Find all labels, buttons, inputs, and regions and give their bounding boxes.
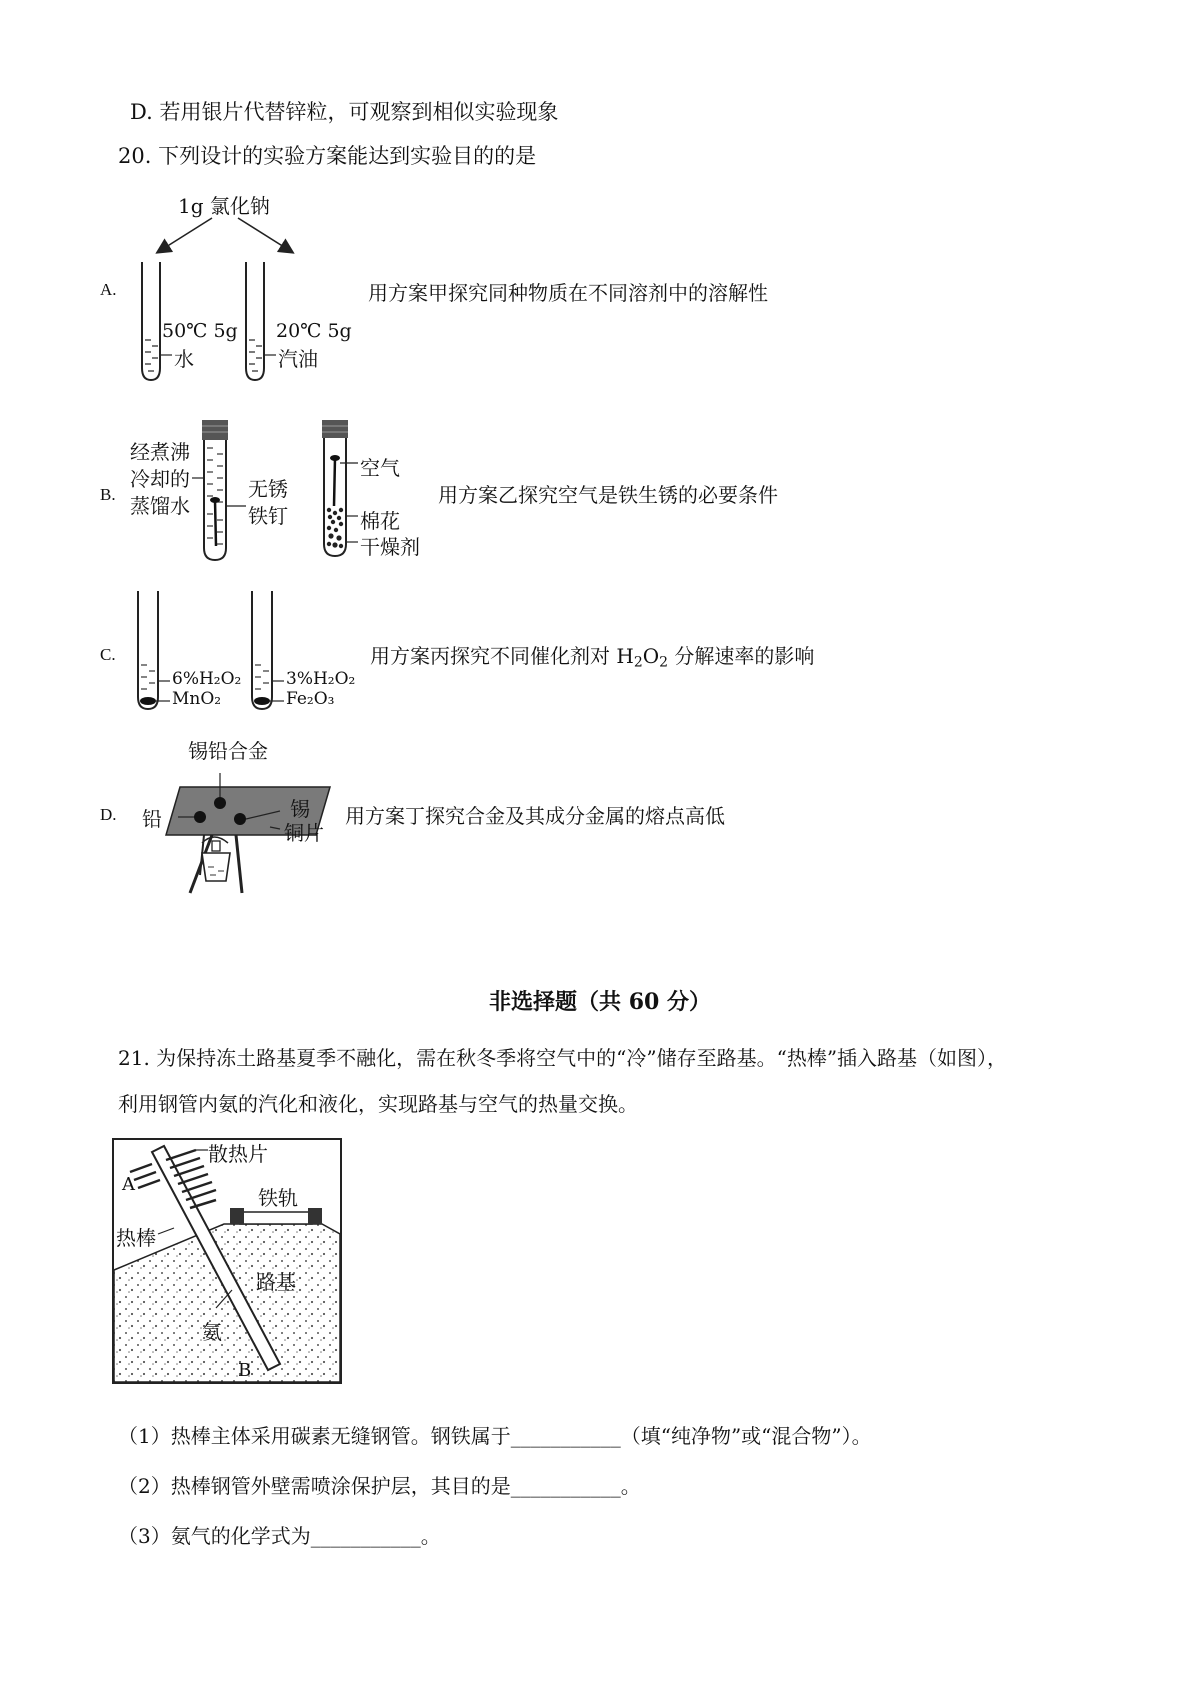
q20-option-b-text: 用方案乙探究空气是铁生锈的必要条件 [438,483,778,507]
air-label: 空气 [360,456,400,480]
figure-rust-experiment [130,418,430,568]
q20-stem: 20. 下列设计的实验方案能达到实验目的的是 [118,144,537,168]
tin-label: 锡 [290,797,310,821]
boiled-water-label-2: 冷却的 [130,467,190,491]
right-catalyst-label: Fe₂O₃ [286,689,335,709]
heat-rod-label: 热棒 [116,1226,156,1250]
water-label: 水 [174,347,194,371]
alloy-label: 锡铅合金 [188,739,268,763]
subscript-2: 2 [633,654,643,671]
gasoline-label: 汽油 [278,347,318,371]
right-solution-label: 3%H₂O₂ [286,669,356,689]
rail-label: 铁轨 [258,1186,298,1210]
nail-label-2: 铁钉 [248,504,288,528]
q21-sub-1: （1）热棒主体采用碳素无缝钢管。钢铁属于___________（填“纯净物”或“混合物”）。 [118,1424,872,1448]
q20-option-c-text-mid: O [642,644,660,668]
q20-option-c-letter: C. [100,645,116,664]
end-a-label: A [122,1174,135,1195]
right-condition-label: 20℃ 5g [276,320,352,342]
q21-sub-3: （3）氨气的化学式为___________。 [118,1524,441,1548]
q21-stem-line-2: 利用钢管内氨的汽化和液化，实现路基与空气的热量交换。 [118,1092,638,1116]
solubility-diagram [130,190,370,390]
left-catalyst-label: MnO₂ [172,689,222,709]
q20-option-c-text-post: 分解速率的影响 [668,644,815,668]
q20-option-d-letter: D. [100,805,117,824]
boiled-water-label-3: 蒸馏水 [130,494,190,518]
nail-label-1: 无锈 [248,477,288,501]
left-solution-label: 6%H₂O₂ [172,669,242,689]
cotton-label: 棉花 [360,509,400,533]
q20-option-d-text: 用方案丁探究合金及其成分金属的熔点高低 [345,804,725,828]
q20-option-b-letter: B. [100,485,116,504]
figure-heat-rod [112,1138,344,1388]
fins-label: 散热片 [208,1142,268,1166]
subscript-2b: 2 [659,654,669,671]
desiccant-label: 干燥剂 [360,535,420,559]
q20-option-c-text [370,640,814,671]
q20-option-a-text: 用方案甲探究同种物质在不同溶剂中的溶解性 [368,281,768,305]
figure-melting-point-experiment [130,735,350,895]
q21-sub-2: （2）热棒钢管外壁需喷涂保护层，其目的是___________。 [118,1474,641,1498]
section-heading: 非选择题（共 60 分） [489,989,711,1015]
left-condition-label: 50℃ 5g [162,320,238,342]
end-b-label: B [238,1360,252,1381]
q21-stem-line-1: 21. 为保持冻土路基夏季不融化，需在秋冬季将空气中的“冷”储存至路基。“热棒”插入路基（如图）， [118,1046,1008,1070]
ammonia-label: 氨 [202,1320,222,1344]
heat-rod-diagram [112,1138,344,1388]
figure-solubility-experiment [130,190,370,390]
q19-option-d: D. 若用银片代替锌粒，可观察到相似实验现象 [130,100,559,124]
q20-option-c-text-pre: 用方案丙探究不同催化剂对 H [370,644,634,668]
figure-catalyst-experiment [130,585,370,715]
roadbed-label: 路基 [256,1270,296,1294]
lead-label: 铅 [142,807,162,831]
copper-sheet-label: 铜片 [284,821,324,845]
q20-option-a-letter: A. [100,280,117,299]
boiled-water-label-1: 经煮沸 [130,440,190,464]
sodium-chloride-label: 1g 氯化钠 [178,194,270,218]
